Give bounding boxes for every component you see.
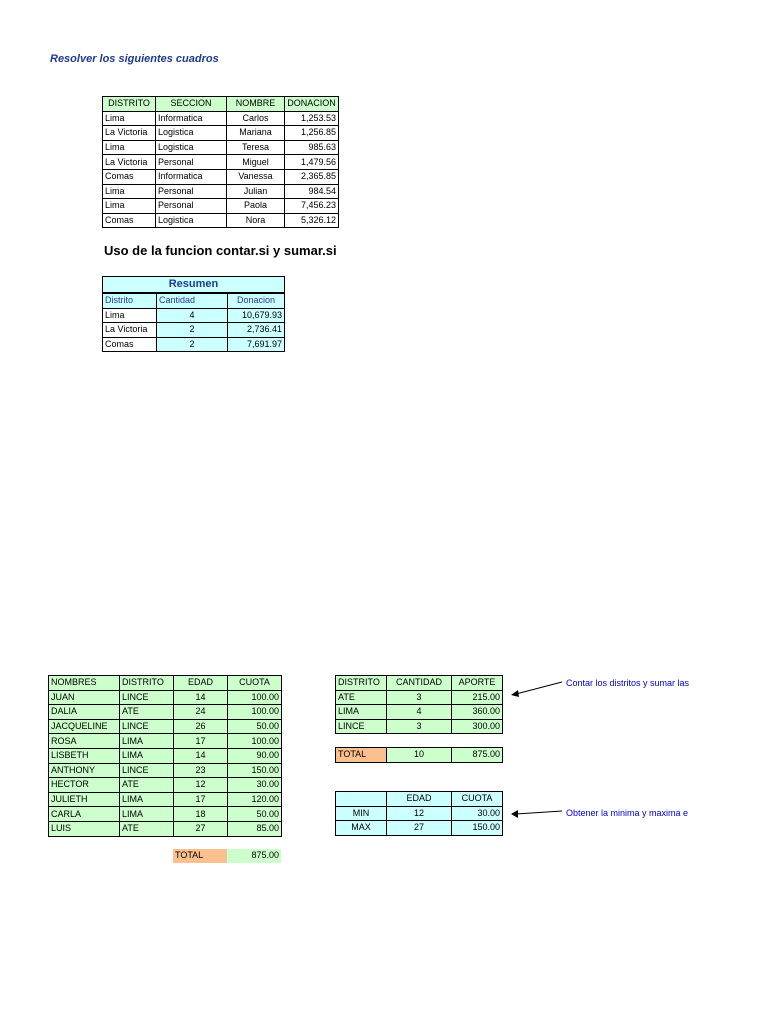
sheet-heading: Resolver los siguientes cuadros <box>50 53 219 65</box>
section-heading: Uso de la funcion contar.si y sumar.si <box>104 243 337 258</box>
cell-edad[interactable]: 18 <box>174 807 228 822</box>
cell-distrito[interactable]: LINCE <box>120 719 174 734</box>
cell-edad[interactable]: 24 <box>174 705 228 720</box>
summary-table <box>102 276 285 352</box>
cell-distrito[interactable]: LIMA <box>120 748 174 763</box>
cell-donacion[interactable]: 985.63 <box>285 140 339 155</box>
table-row <box>49 690 282 705</box>
donations-header-row <box>103 97 339 112</box>
column-header: DONACION <box>285 97 339 112</box>
column-header: CUOTA <box>452 792 503 807</box>
cell-distrito[interactable]: LIMA <box>120 792 174 807</box>
cell-distrito[interactable]: LINCE <box>120 763 174 778</box>
total-value[interactable]: 875.00 <box>452 748 503 763</box>
cell-distrito[interactable]: LINCE <box>336 719 387 734</box>
cell-distrito[interactable]: LINCE <box>120 690 174 705</box>
cell-cantidad[interactable]: 4 <box>157 308 228 323</box>
column-header: SECCION <box>156 97 227 112</box>
cell-donacion[interactable]: 1,253.53 <box>285 111 339 126</box>
cell-nombre[interactable]: HECTOR <box>49 778 120 793</box>
cell-donacion[interactable]: 2,365.85 <box>285 169 339 184</box>
cell-distrito[interactable]: Lima <box>103 199 156 214</box>
district-header-row <box>336 676 503 691</box>
cell-donacion[interactable]: 1,479.56 <box>285 155 339 170</box>
cell-nombre[interactable]: ROSA <box>49 734 120 749</box>
cell-cantidad[interactable]: 3 <box>387 719 452 734</box>
cell-distrito[interactable]: La Victoria <box>103 155 156 170</box>
table-row <box>336 705 503 720</box>
cell-cantidad[interactable]: 4 <box>387 705 452 720</box>
table-row <box>103 213 339 228</box>
cell-distrito[interactable]: ATE <box>120 705 174 720</box>
cell-distrito[interactable]: Lima <box>103 111 156 126</box>
table-row <box>49 763 282 778</box>
table-row <box>103 140 339 155</box>
cell-donacion[interactable]: 7,456.23 <box>285 199 339 214</box>
summary-header-row <box>103 293 285 308</box>
cell-aporte[interactable]: 360.00 <box>452 705 503 720</box>
cell-distrito[interactable]: Lima <box>103 184 156 199</box>
cell-edad[interactable]: 27 <box>387 821 452 836</box>
cell-donacion[interactable]: 7,691.97 <box>228 337 285 352</box>
column-header: DISTRITO <box>336 676 387 691</box>
district-totals-total <box>335 747 503 763</box>
people-table <box>48 675 282 837</box>
cell-nombre[interactable]: Miguel <box>227 155 285 170</box>
cell-donacion[interactable]: 10,679.93 <box>228 308 285 323</box>
table-row <box>103 323 285 338</box>
total-row <box>173 849 281 863</box>
column-header: Cantidad <box>157 293 228 308</box>
cell-aporte[interactable]: 215.00 <box>452 690 503 705</box>
cell-seccion[interactable]: Personal <box>156 199 227 214</box>
column-header: CANTIDAD <box>387 676 452 691</box>
cell-distrito[interactable]: LIMA <box>120 734 174 749</box>
cell-cantidad[interactable]: 2 <box>157 323 228 338</box>
cell-edad[interactable]: 14 <box>174 690 228 705</box>
cell-distrito[interactable]: Comas <box>103 337 157 352</box>
donations-table <box>102 96 339 228</box>
total-row <box>336 748 503 763</box>
column-header: EDAD <box>174 676 228 691</box>
cell-donacion[interactable]: 984.54 <box>285 184 339 199</box>
table-row <box>336 806 503 821</box>
cell-cuota[interactable]: 150.00 <box>452 821 503 836</box>
column-header: DISTRITO <box>103 97 156 112</box>
column-header: APORTE <box>452 676 503 691</box>
table-row <box>103 184 339 199</box>
summary-title: Resumen <box>103 277 285 294</box>
table-row <box>336 719 503 734</box>
summary-title-row <box>103 277 285 294</box>
table-row <box>103 111 339 126</box>
cell-cuota[interactable]: 100.00 <box>228 690 282 705</box>
cell-aporte[interactable]: 300.00 <box>452 719 503 734</box>
table-row <box>49 807 282 822</box>
table-row <box>49 778 282 793</box>
cell-cuota[interactable]: 100.00 <box>228 705 282 720</box>
people-total <box>173 849 281 863</box>
cell-cuota[interactable]: 150.00 <box>228 763 282 778</box>
cell-edad[interactable]: 27 <box>174 821 228 836</box>
table-row <box>49 748 282 763</box>
cell-nombre[interactable]: Teresa <box>227 140 285 155</box>
table-row <box>103 126 339 141</box>
table-row <box>103 308 285 323</box>
cell-nombre[interactable]: LISBETH <box>49 748 120 763</box>
column-header <box>336 792 387 807</box>
cell-nombre[interactable]: Mariana <box>227 126 285 141</box>
cell-seccion[interactable]: Personal <box>156 155 227 170</box>
table-row <box>49 719 282 734</box>
cell-edad[interactable]: 17 <box>174 792 228 807</box>
total-label: TOTAL <box>336 748 387 763</box>
table-row <box>103 199 339 214</box>
cell-distrito[interactable]: La Victoria <box>103 126 156 141</box>
cell-label: MAX <box>336 821 387 836</box>
table-row <box>103 155 339 170</box>
district-totals-table <box>335 675 503 734</box>
cell-nombre[interactable]: CARLA <box>49 807 120 822</box>
cell-nombre[interactable]: Julian <box>227 184 285 199</box>
cell-edad[interactable]: 26 <box>174 719 228 734</box>
cell-nombre[interactable]: ANTHONY <box>49 763 120 778</box>
cell-edad[interactable]: 23 <box>174 763 228 778</box>
cell-seccion[interactable]: Logistica <box>156 126 227 141</box>
minmax-header-row <box>336 792 503 807</box>
column-header: NOMBRES <box>49 676 120 691</box>
cell-cuota[interactable]: 30.00 <box>228 778 282 793</box>
cell-distrito[interactable]: LIMA <box>120 807 174 822</box>
cell-cuota[interactable]: 90.00 <box>228 748 282 763</box>
total-value[interactable]: 875.00 <box>227 849 281 863</box>
table-row <box>103 169 339 184</box>
total-count[interactable]: 10 <box>387 748 452 763</box>
cell-cantidad[interactable]: 3 <box>387 690 452 705</box>
cell-distrito[interactable]: Comas <box>103 169 156 184</box>
table-row <box>103 337 285 352</box>
cell-edad[interactable]: 12 <box>387 806 452 821</box>
table-row <box>49 705 282 720</box>
cell-nombre[interactable]: Nora <box>227 213 285 228</box>
cell-cuota[interactable]: 50.00 <box>228 807 282 822</box>
count-note: Contar los distritos y sumar las <box>566 678 690 688</box>
total-label: TOTAL <box>173 849 227 863</box>
cell-donacion[interactable]: 2,736.41 <box>228 323 285 338</box>
cell-distrito[interactable]: ATE <box>120 778 174 793</box>
cell-distrito[interactable]: LIMA <box>336 705 387 720</box>
cell-nombre[interactable]: Vanessa <box>227 169 285 184</box>
cell-cuota[interactable]: 120.00 <box>228 792 282 807</box>
column-header: EDAD <box>387 792 452 807</box>
cell-nombre[interactable]: LUIS <box>49 821 120 836</box>
cell-distrito[interactable]: Comas <box>103 213 156 228</box>
table-row <box>49 792 282 807</box>
cell-seccion[interactable]: Logistica <box>156 213 227 228</box>
cell-edad[interactable]: 17 <box>174 734 228 749</box>
cell-nombre[interactable]: JULIETH <box>49 792 120 807</box>
cell-nombre[interactable]: DALIA <box>49 705 120 720</box>
cell-cuota[interactable]: 85.00 <box>228 821 282 836</box>
cell-distrito[interactable]: Lima <box>103 308 157 323</box>
cell-distrito[interactable]: La Victoria <box>103 323 157 338</box>
cell-edad[interactable]: 14 <box>174 748 228 763</box>
people-header-row <box>49 676 282 691</box>
minmax-note: Obtener la minima y maxima e <box>566 808 689 818</box>
cell-donacion[interactable]: 1,256.85 <box>285 126 339 141</box>
cell-distrito[interactable]: ATE <box>336 690 387 705</box>
cell-cuota[interactable]: 100.00 <box>228 734 282 749</box>
column-header: NOMBRE <box>227 97 285 112</box>
cell-nombre[interactable]: Paola <box>227 199 285 214</box>
cell-nombre[interactable]: JACQUELINE <box>49 719 120 734</box>
cell-distrito[interactable]: ATE <box>120 821 174 836</box>
cell-cuota[interactable]: 30.00 <box>452 806 503 821</box>
table-row <box>49 734 282 749</box>
cell-cuota[interactable]: 50.00 <box>228 719 282 734</box>
column-header: Donacion <box>228 293 285 308</box>
cell-seccion[interactable]: Informatica <box>156 111 227 126</box>
cell-seccion[interactable]: Logistica <box>156 140 227 155</box>
arrow-icon <box>508 806 564 820</box>
table-row <box>336 821 503 836</box>
cell-distrito[interactable]: Lima <box>103 140 156 155</box>
cell-nombre[interactable]: JUAN <box>49 690 120 705</box>
table-row <box>336 690 503 705</box>
table-row <box>49 821 282 836</box>
cell-label: MIN <box>336 806 387 821</box>
cell-seccion[interactable]: Informatica <box>156 169 227 184</box>
column-header: CUOTA <box>228 676 282 691</box>
cell-edad[interactable]: 12 <box>174 778 228 793</box>
cell-cantidad[interactable]: 2 <box>157 337 228 352</box>
minmax-table <box>335 791 503 836</box>
cell-donacion[interactable]: 5,326.12 <box>285 213 339 228</box>
column-header: Distrito <box>103 293 157 308</box>
column-header: DISTRITO <box>120 676 174 691</box>
cell-nombre[interactable]: Carlos <box>227 111 285 126</box>
arrow-icon <box>508 678 564 698</box>
cell-seccion[interactable]: Personal <box>156 184 227 199</box>
